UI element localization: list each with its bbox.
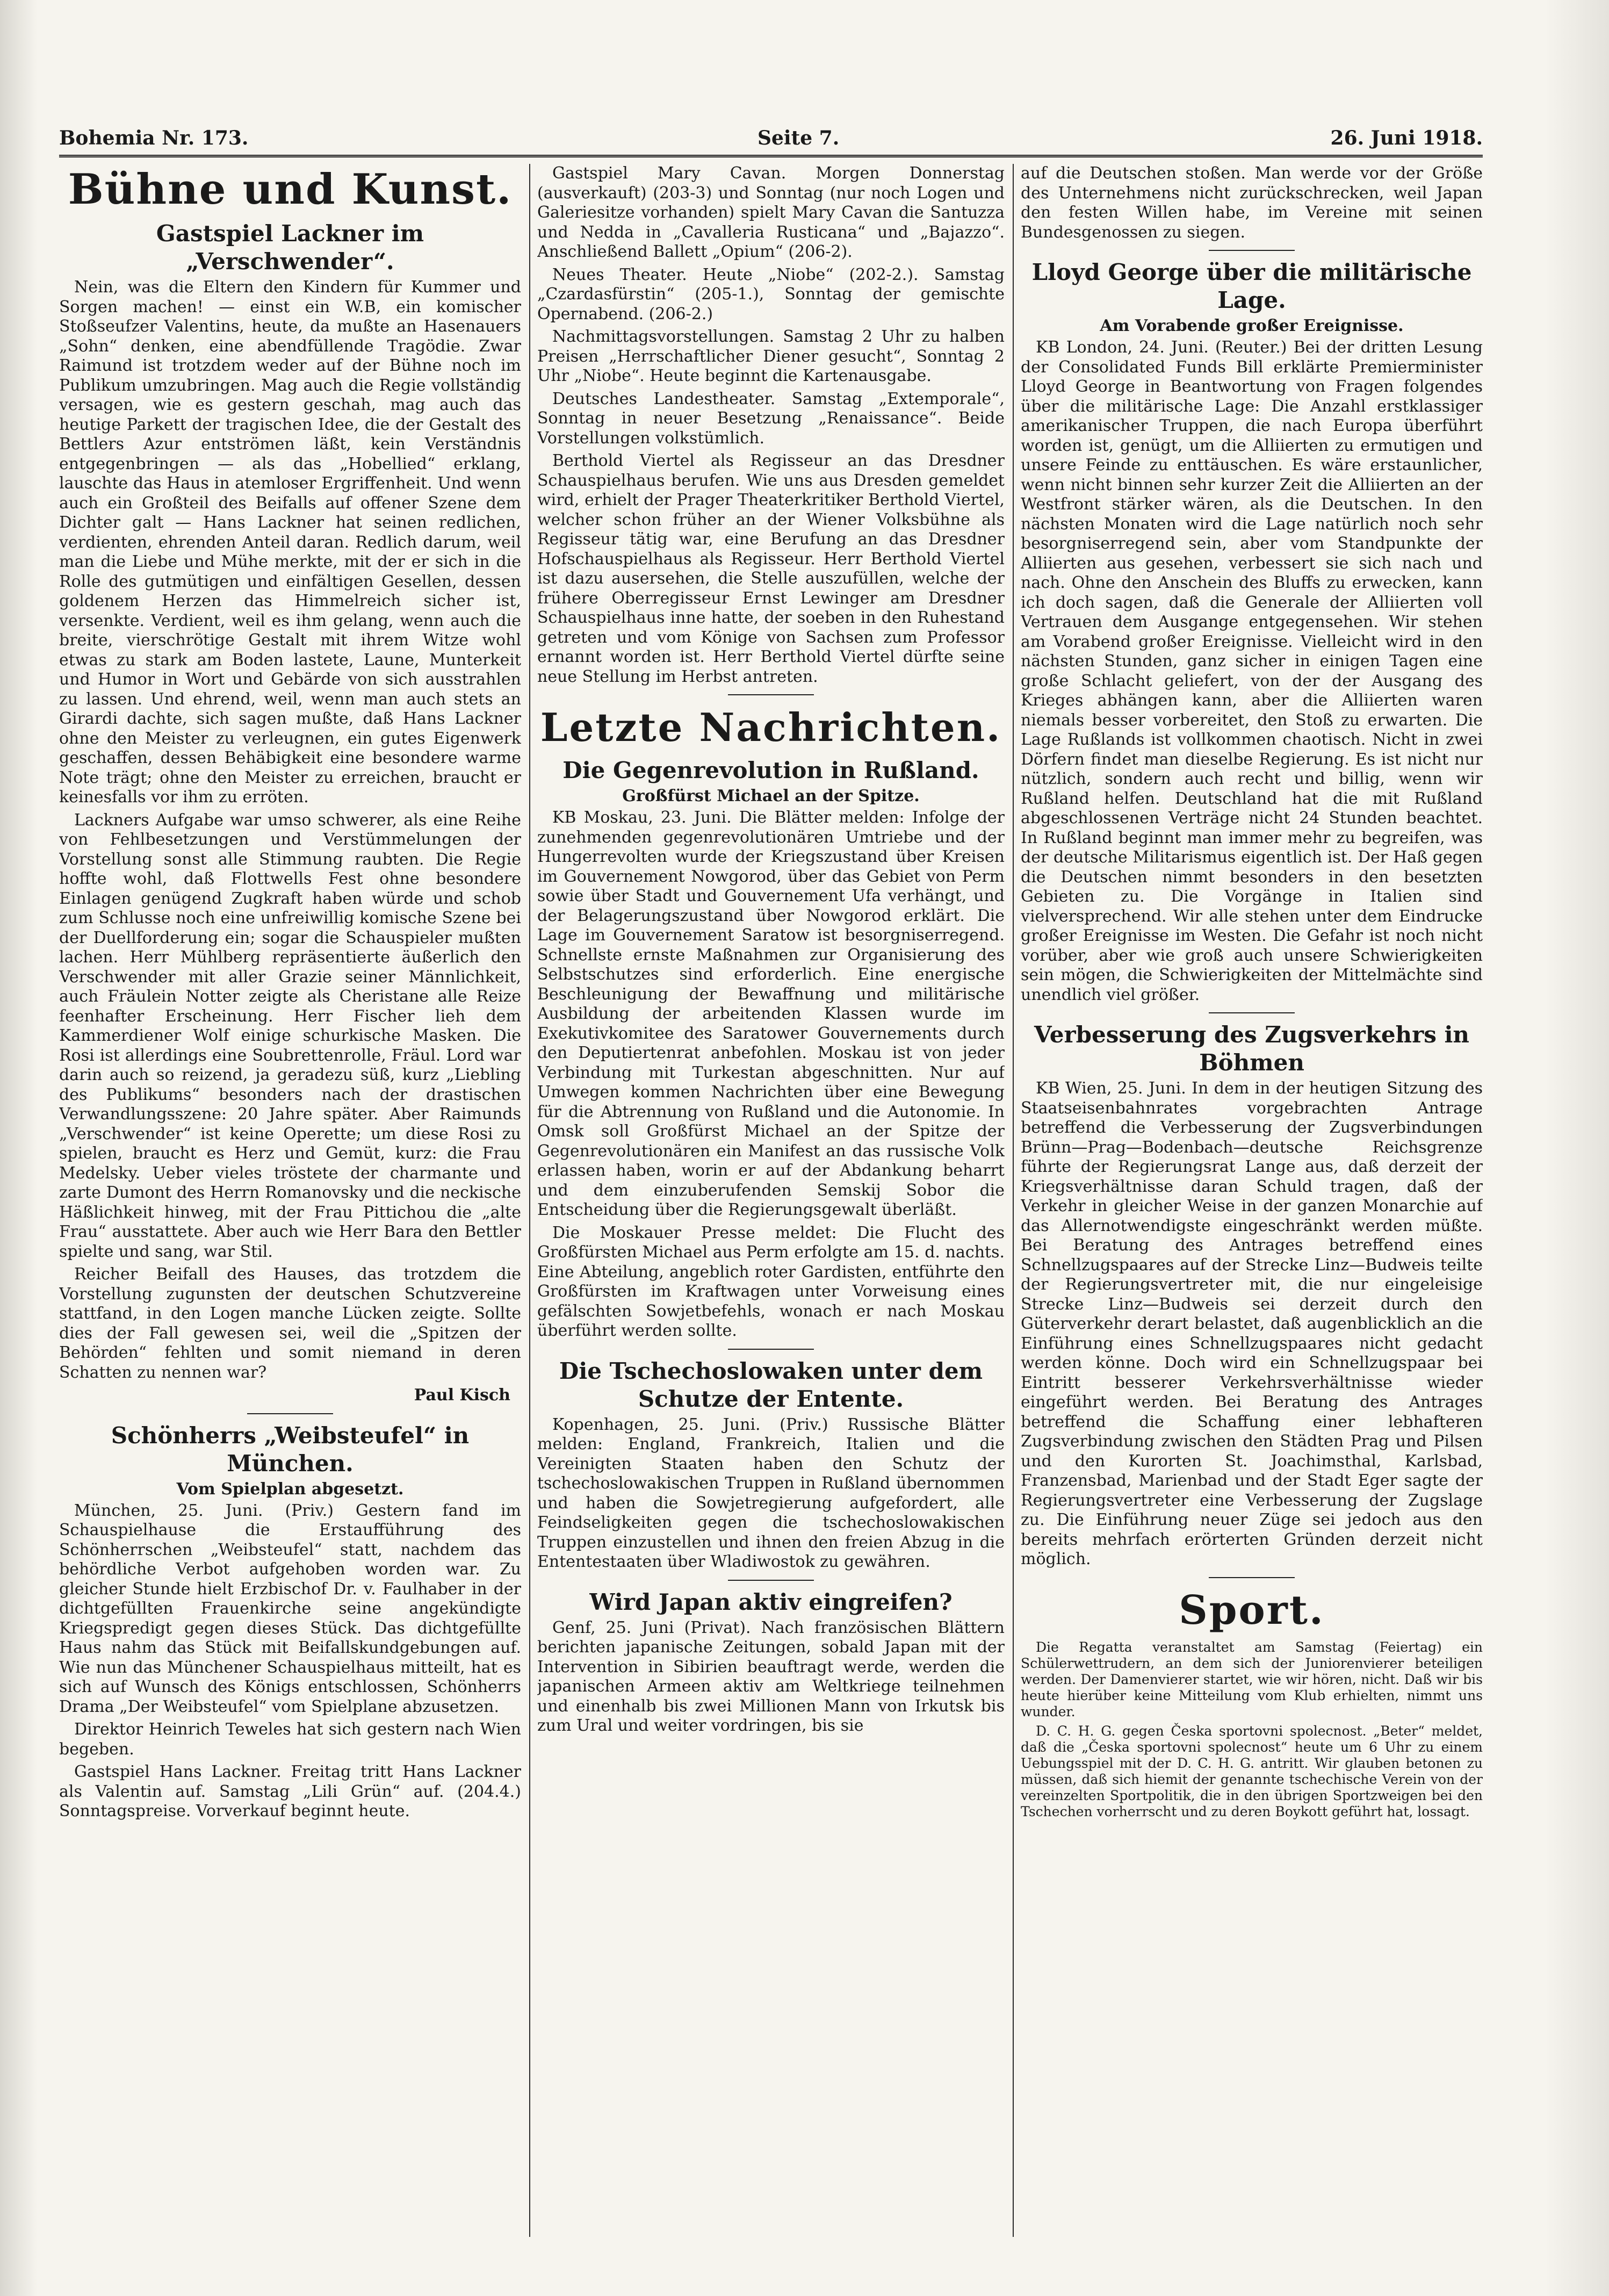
article-paragraph: Die Moskauer Presse meldet: Die Flucht des Großfürsten Michael aus Perm erfolgte am 15. d. nachts. Eine Abteilung, angeblich roter Gardisten, entführte den Großfürsten im Kraftwagen unter Vorweisung eines gefälschten Sowjetbefehls, wonach er nach Moskau überführt werden sollte. bbox=[537, 1223, 1005, 1340]
separator bbox=[247, 1413, 333, 1414]
article-paragraph: Lackners Aufgabe war umso schwerer, als eine Reihe von Fehlbesetzungen und Verstümmelungen der Vorstellung sonst alle Stimmung raubten. Die Regie hoffte wohl, daß Flottwells Fest ohne besondere Einlagen genügend Zugkraft haben würde und schob zum Schlusse noch eine unfreiwillig komische Szene bei der Duellforderung ein; sogar die Schauspieler mußten lachen. Herr Mühlberg repräsentierte äußerlich den Verschwender mit aller Grazie seiner Männlichkeit, auch Fräulein Notter zeigte als Cheristane alle Reize feenhafter Erscheinung. Herr Fischer lieh dem Kammerdiener Wolf einige schurkische Masken. Die Rosi ist allerdings eine Soubrettenrolle, Fräul. Lord war darin auch so reizend, ja geradezu süß, kurz „Liebling des Publikums“ besonders nach der drastischen Verwandlungsszene: 20 Jahre später. Aber Raimunds „Verschwender“ ist keine Operette; um diese Rosi zu spielen, braucht es Herz und Gemüt, kurz: die Frau Medelsky. Ueber vieles tröstete der charmante und zarte Dumont des Herrn Romanovsky und die neckische Häßlichkeit hinweg, mit der Frau Pittichou die „alte Frau“ ausstattete. Aber auch wie Herr Bara den Bettler spielte und sang, war Stil. bbox=[59, 810, 521, 1261]
article-title: Wird Japan aktiv eingreifen? bbox=[589, 1588, 953, 1615]
article-subtitle: Vom Spielplan abgesetzt. bbox=[176, 1479, 404, 1499]
theater-notice: Deutsches Landestheater. Samstag „Extemporale“, Sonntag in neuer Besetzung „Renaissance“. Beide Vorstellungen volkstümlich. bbox=[537, 389, 1005, 448]
separator bbox=[1209, 1012, 1295, 1013]
separator bbox=[728, 1349, 814, 1350]
section-title: Letzte Nachrichten. bbox=[540, 704, 1002, 750]
article-title: Lloyd George über die militärische Lage. bbox=[1031, 259, 1472, 313]
column-3 bbox=[1021, 164, 1483, 2237]
page-header bbox=[59, 123, 1483, 157]
article-paragraph: Nein, was die Eltern den Kindern für Kummer und Sorgen machen! — einst ein W.B, ein komischer Stoßseufzer Valentins, heute, da mußte an Hasenauers „Sohn“ denken, eine abendfüllende Tragödie. Zwar Raimund ist trotzdem weder auf der Bühne noch im Publikum umzubringen. Mag auch die Regie vollständig versagen, wie es gestern geschah, mag auch das heutige Parkett der tragischen Idee, die der Gestalt des Bettlers Azur entströmen läßt, kein Verständnis entgegenbringen — als das „Hobellied“ erklang, lauschte das Haus in atemloser Ergriffenheit. Und wenn auch ein Großteil des Beifalls auf offener Szene dem Dichter galt — Hans Lackner hat seinen redlichen, verdienten, ehrenden Anteil daran. Redlich darum, weil man die Liebe und Mühe merkte, mit der er sich in die Rolle des gutmütigen und einfältigen Gesellen, dessen goldenem Herzen das Himmelreich sicher ist, versenkte. Verdient, weil es ihm gelang, wenn auch die breite, vierschrötige Gestalt mit ihrem Witze wohl etwas zu stark am Boden lastete, Laune, Munterkeit und Humor in Wort und Gebärde von sich ausstrahlen zu lassen. Und ehrend, weil, wenn man auch stets an Girardi dachte, sich sagen mußte, daß Hans Lackner ohne den Meister zu verleugnen, ein gutes Eigenwerk geschaffen, dessen Behäbigkeit eine besondere warme Note trägt; ohne den Meister zu erreichen, braucht er keinesfalls vor ihm zu erröten. bbox=[59, 278, 521, 807]
issue-number: Bohemia Nr. 173. bbox=[59, 127, 249, 149]
article-title: Gastspiel Lackner im „Verschwender“. bbox=[156, 220, 424, 275]
theater-notice: Berthold Viertel als Regisseur an das Dresdner Schauspielhaus berufen. Wie uns aus Dresden gemeldet wird, erhielt der Prager Theaterkritiker Berthold Viertel, welcher schon früher an der Wiener Volksbühne als Regisseur tätig war, eine Berufung an das Dresdner Hofschauspielhaus als Regisseur. Herr Berthold Viertel ist dazu ausersehen, die Stelle auszufüllen, welche der frühere Oberregisseur Ernst Lewinger am Dresdner Schauspielhaus inne hatte, der soeben in den Ruhestand getreten und vom Könige von Sachsen zum Professor ernannt worden ist. Herr Berthold Viertel dürfte seine neue Stellung im Herbst antreten. bbox=[537, 451, 1005, 686]
theater-notice: Neues Theater. Heute „Niobe“ (202-2.). Samstag „Czardasfürstin“ (205-1.), Sonntag der gemischte Opernabend. (206-2.) bbox=[537, 265, 1005, 323]
page-number: Seite 7. bbox=[757, 127, 840, 149]
article-paragraph: KB Wien, 25. Juni. In dem in der heutigen Sitzung des Staatseisenbahnrates vorgebrachten Antrage betreffend die Verbesserung der Zugsverbindungen Brünn—Prag—Bodenbach—deutsche Reichsgrenze führte der Regierungsrat Lange aus, daß derzeit der Kriegsverhältnisse daran Schuld tragen, daß der Verkehr in gleicher Weise in der ganzen Monarchie auf das Allernotwendigste eingeschränkt werden müßte. Bei Beratung des Antrages betreffend eines Schnellzugspaares auf der Strecke Linz—Budweis teilte der Regierungsvertreter mit, die nur eingeleisige Strecke Linz—Budweis sei derzeit durch den Güterverkehr derart belastet, daß augenblicklich an die Einführung eines Schnellzugspaares nicht gedacht werden könne. Doch wird ein Schnellzugspaar bei Eintritt besserer Verkehrsverhältnisse wieder eingeführt werden. Bei Beratung des Antrages betreffend die Schaffung einer lebhafteren Zugsverbindung zwischen den Städten Prag und Pilsen und den Kurorten St. Joachimsthal, Karlsbad, Franzensbad, Marienbad und der Stadt Eger sagte der Regierungsvertreter eine Verbesserung der Zugslage zu. Die Einführung neuer Züge sei jedoch aus den bereits mehrfach erörterten Gründen derzeit nicht möglich. bbox=[1021, 1079, 1483, 1568]
column-rule bbox=[529, 164, 530, 2237]
article-continuation: auf die Deutschen stoßen. Man werde vor der Größe des Unternehmens nicht zurückschrecken, weil Japan den festen Willen habe, im Vereine mit seinen Bundesgenossen zu siegen. bbox=[1021, 164, 1483, 242]
article-paragraph: D. C. H. G. gegen Česka sportovni spolecnost. „Beter“ meldet, daß die „Česka sportovni spolecnost“ heute um 6 Uhr zu einem Uebungsspiel mit der D. C. H. G. antritt. Wir glauben betonen zu müssen, daß sich hiemit der genannte tschechische Verein von der vereinzelten Sportpolitik, die in den übrigen Sportzweigen bei den Tschechen vorherrscht und zu deren Boykott geführt hat, lossagt. bbox=[1021, 1723, 1483, 1819]
article-paragraph: KB Moskau, 23. Juni. Die Blätter melden: Infolge der zunehmenden gegenrevolutionären Umtriebe und der Hungerrevolten wurde der Kriegszustand über Kreisen im Gouvernement Nowgorod, über das Gebiet von Perm sowie über Stadt und Gouvernement Ufa verhängt, und der Belagerungszustand über Nowgorod erklärt. Die Lage im Gouvernement Saratow ist besorgniserregend. Schnellste ernste Maßnahmen zur Organisierung des Selbstschutzes sind erforderlich. Eine energische Beschleunigung der Bewaffnung und militärische Ausbildung der arbeitenden Klassen wurde im Exekutivkomitee des Saratower Gouvernements durch den Deputiertenrat anbefohlen. Moskau ist von jeder Verbindung mit Turkestan abgeschnitten. Nur auf Umwegen kommen Nachrichten über eine Bewegung für die Abtrennung von Rußland und die Autonomie. In Omsk soll Großfürst Michael an der Spitze der Gegenrevolutionären ein Manifest an das russische Volk erlassen haben, worin er auf der Abdankung beharrt und dem einzuberufenden Semskij Sobor die Entscheidung über die Regierungsgewalt überläßt. bbox=[537, 808, 1005, 1219]
article-paragraph: München, 25. Juni. (Priv.) Gestern fand im Schauspielhause die Erstaufführung des Schönherrschen „Weibsteufel“ statt, nachdem das behördliche Verbot aufgehoben worden war. Zu gleicher Stunde hielt Erzbischof Dr. v. Faulhaber in der dichtgefüllten Frauenkirche seine angekündigte Kriegspredigt gegen dieses Stück. Das dichtgefüllte Haus nahm das Stück mit Beifallskundgebungen auf. Wie nun das Münchener Schauspielhaus mitteilt, hat es sich auf Wunsch des Königs entschlossen, Schönherrs Drama „Der Weibsteufel“ vom Spielplane abzusetzen. bbox=[59, 1501, 521, 1716]
theater-notice: Gastspiel Mary Cavan. Morgen Donnerstag (ausverkauft) (203-3) und Sonntag (nur noch Logen und Galeriesitze vorhanden) spielt Mary Cavan die Santuzza und Nedda in „Cavalleria Rusticana“ und „Bajazzo“. Anschließend Ballett „Opium“ (206-2). bbox=[537, 164, 1005, 261]
theater-notice: Nachmittagsvorstellungen. Samstag 2 Uhr zu halben Preisen „Herrschaftlicher Diener gesucht“, Sonntag 2 Uhr „Niobe“. Heute beginnt die Kartenausgabe. bbox=[537, 327, 1005, 385]
article-title: Schönherrs „Weibsteufel“ in München. bbox=[111, 1422, 470, 1477]
article-paragraph: Direktor Heinrich Teweles hat sich gestern nach Wien begeben. bbox=[59, 1720, 521, 1759]
article-paragraph: Reicher Beifall des Hauses, das trotzdem die Vorstellung zugunsten der deutschen Schutzvereine stattfand, in den Logen manche Lücken zeigte. Sollte dies der Fall gewesen sei, weil die „Spitzen der Behörden“ fehlten und somit niemand in deren Schatten zu nennen war? bbox=[59, 1265, 521, 1382]
separator bbox=[728, 1580, 814, 1581]
article-paragraph: Kopenhagen, 25. Juni. (Priv.) Russische Blätter melden: England, Frankreich, Italien und die Vereinigten Staaten haben den Schutz der tschechoslowakischen Truppen in Rußland übernommen und haben die Sowjetregierung aufgefordert, alle Feindseligkeiten gegen die tschechoslowakischen Truppen einzustellen und ihnen den freien Abzug in die Ententestaaten über Wladiwostok zu gewähren. bbox=[537, 1415, 1005, 1571]
issue-date: 26. Juni 1918. bbox=[1330, 127, 1483, 149]
article-title: Verbesserung des Zugsverkehrs in Böhmen bbox=[1034, 1021, 1469, 1076]
article-title: Die Tschechoslowaken unter dem Schutze der Entente. bbox=[559, 1357, 983, 1412]
article-title: Die Gegenrevolution in Rußland. bbox=[562, 757, 979, 783]
article-paragraph: Die Regatta veranstaltet am Samstag (Feiertag) ein Schülerwettrudern, an dem sich der Juniorenvierer beteiligen werden. Der Damenvierer startet, wie wir hören, nicht. Daß wir bis heute hierüber keine Mitteilung vom Klub erhielten, nimmt uns wunder. bbox=[1021, 1639, 1483, 1719]
column-rule bbox=[1013, 164, 1014, 2237]
separator bbox=[728, 694, 814, 695]
article-subtitle: Am Vorabende großer Ereignisse. bbox=[1100, 316, 1404, 335]
column-1 bbox=[59, 164, 521, 2237]
author-signature: Paul Kisch bbox=[414, 1386, 510, 1405]
separator bbox=[1209, 1577, 1295, 1578]
section-title: Sport. bbox=[1179, 1587, 1325, 1633]
article-paragraph: Gastspiel Hans Lackner. Freitag tritt Hans Lackner als Valentin auf. Samstag „Lili Grün“ auf. (204.4.) Sonntagspreise. Vorverkauf beginnt heute. bbox=[59, 1762, 521, 1820]
article-subtitle: Großfürst Michael an der Spitze. bbox=[622, 787, 920, 805]
section-title: Bühne und Kunst. bbox=[68, 165, 513, 214]
page-edge-shadow bbox=[0, 0, 38, 2296]
article-paragraph: KB London, 24. Juni. (Reuter.) Bei der dritten Lesung der Consolidated Funds Bill erklärte Premierminister Lloyd George in Beantwortung von Fragen folgendes über die militärische Lage: Die Anzahl erstklassiger amerikanischer Truppen, die nach Europa überführt worden ist, genügt, um die Alliierten zu ermutigen und unsere Feinde zu enttäuschen. Es wäre erstaunlicher, wenn nicht binnen sehr kurzer Zeit die Alliierten an der Westfront stärker wären, als die Deutschen. In den nächsten Monaten wird die Lage natürlich noch sehr besorgniserregend sein, aber vom Standpunkte der Alliierten aus gesehen, verbessert sie sich nach und nach. Ohne den Anschein des Bluffs zu erwecken, kann ich doch sagen, daß die Generale der Alliierten voll Vertrauen dem Ausgange entgegensehen. Wir stehen am Vorabend großer Ereignisse. Vielleicht wird in den nächsten Stunden, ganz sicher in einigen Tagen eine große Schlacht geliefert, von der der Ausgang des Krieges abhängen kann, aber die Alliierten waren niemals besser vorbereitet, den Stoß zu erwarten. Die Lage Rußlands ist vollkommen chaotisch. Nicht in zwei Dörfern findet man dieselbe Regierung. Es ist nicht nur nützlich, sondern auch recht und billig, wenn wir Rußland helfen. Deutschland hat die mit Rußland abgeschlossenen Verträge nicht 24 Stunden beachtet. In Rußland beginnt man immer mehr zu begreifen, was der deutsche Militarismus eigentlich ist. Der Haß gegen die Deutschen nimmt besonders in den besetzten Gebieten zu. Die Vorgänge in Italien sind vielversprechend. Wir alle stehen unter dem Eindrucke großer Ereignisse im Westen. Die Gefahr ist noch nicht vorüber, aber wie groß auch unsere Schwierigkeiten sein mögen, die Schwierigkeiten der Mittelmächte sind unendlich viel größer. bbox=[1021, 338, 1483, 1004]
page-fold bbox=[1545, 0, 1609, 2296]
separator bbox=[1209, 250, 1295, 251]
column-2 bbox=[537, 164, 1005, 2237]
article-paragraph: Genf, 25. Juni (Privat). Nach französischen Blättern berichten japanische Zeitungen, sobald Japan mit der Intervention in Sibirien beauftragt werde, werden die japanischen Armeen aktiv am Weltkriege teilnehmen und einenhalb bis zwei Millionen Mann von Irkutsk bis zum Ural und weiter vordringen, bis sie bbox=[537, 1618, 1005, 1735]
